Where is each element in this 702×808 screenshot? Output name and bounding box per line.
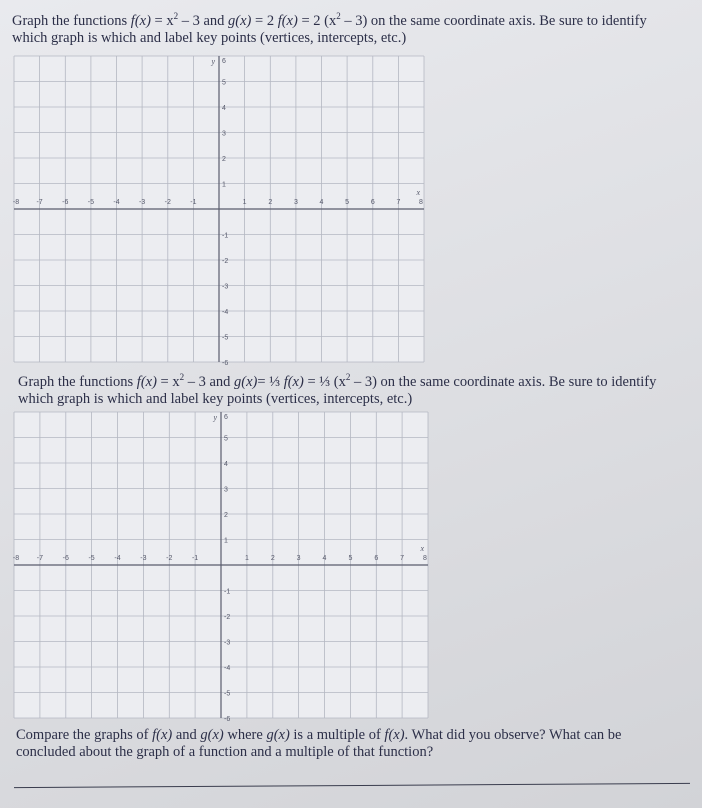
y-tick-label: -4	[222, 309, 229, 316]
q1-text: = 2	[251, 13, 278, 29]
q1-exponent: 2	[173, 11, 179, 22]
y-tick-label: 3	[222, 130, 226, 138]
x-tick-label: -7	[36, 199, 43, 206]
x-tick-label: -1	[190, 199, 197, 206]
question-2-line-1	[18, 374, 656, 391]
q3-text: . What did you observe? What can be	[404, 727, 622, 743]
q3-text: is a multiple of	[289, 727, 385, 743]
q1-text: – 3 and	[178, 13, 229, 29]
x-axis-label: x	[416, 188, 420, 197]
q1-fx: f(x)	[277, 13, 298, 29]
x-tick-label: -8	[12, 555, 20, 562]
x-tick-label: 7	[400, 555, 405, 562]
question-3-line-1	[16, 727, 621, 744]
q1-text: Graph the functions	[12, 13, 131, 29]
q1-gx: g(x)	[228, 13, 252, 29]
x-tick-label: -7	[36, 555, 44, 562]
y-tick-label: 4	[222, 105, 226, 112]
y-tick-label: 6	[224, 414, 228, 421]
q1-text: – 3) on the same coordinate axis. Be sure to identify	[340, 13, 647, 29]
y-tick-label: -6	[224, 716, 231, 723]
x-tick-label: -1	[191, 555, 199, 562]
q2-fx: f(x)	[136, 374, 157, 390]
coordinate-grid-2[interactable]	[12, 412, 428, 723]
coordinate-grid-1[interactable]	[12, 56, 424, 367]
x-axis-label: x	[420, 544, 424, 553]
question-2-line-2: which graph is which and label key points (vertices, intercepts, etc.)	[18, 391, 413, 407]
q2-text: = ⅓	[257, 374, 284, 390]
q3-text: Compare the graphs of	[16, 727, 153, 743]
q2-exponent: 2	[179, 372, 185, 383]
x-tick-label: -2	[166, 555, 173, 562]
q3-gx: g(x)	[200, 727, 224, 743]
y-tick-label: -2	[222, 258, 229, 265]
y-axis-label: y	[211, 57, 215, 66]
q2-gx: g(x)	[234, 374, 258, 390]
x-tick-label: -3	[138, 199, 146, 206]
question-1-line-2: which graph is which and label key points (vertices, intercepts, etc.)	[12, 30, 407, 46]
question-1-prompt	[12, 13, 647, 47]
question-3-prompt	[16, 727, 621, 761]
y-tick-label: 3	[224, 486, 228, 494]
x-tick-label: 5	[345, 199, 350, 206]
x-tick-label: 3	[296, 555, 301, 562]
x-tick-label: -5	[88, 555, 95, 562]
q2-text: Graph the functions	[18, 374, 137, 390]
x-tick-label: -5	[87, 199, 95, 206]
q2-text: = ⅓ (x	[303, 374, 346, 390]
y-tick-label: -4	[224, 665, 231, 672]
y-tick-label: 2	[222, 156, 226, 163]
coordinate-grid-1-svg[interactable]	[12, 56, 424, 367]
x-tick-label: 8	[423, 555, 427, 562]
y-tick-label: -5	[224, 690, 231, 698]
q3-text: where	[223, 727, 267, 743]
y-axis-label: y	[213, 413, 217, 422]
q3-gx: g(x)	[266, 727, 290, 743]
y-tick-label: -5	[222, 334, 229, 342]
q1-text: = x	[150, 13, 174, 29]
x-tick-label: 1	[242, 199, 247, 206]
y-tick-label: 1	[224, 537, 228, 545]
x-tick-label: -8	[12, 199, 20, 206]
coordinate-grid-2-svg[interactable]	[12, 412, 428, 723]
y-tick-label: -6	[222, 360, 229, 367]
y-tick-label: 1	[222, 181, 226, 189]
y-tick-label: 5	[222, 79, 226, 87]
y-tick-label: 2	[224, 512, 228, 519]
q2-fx: f(x)	[283, 374, 304, 390]
x-tick-label: 4	[319, 199, 324, 206]
x-tick-label: 4	[322, 555, 327, 562]
y-tick-label: -1	[222, 232, 229, 240]
x-tick-label: 6	[370, 199, 375, 206]
y-tick-label: -1	[224, 588, 231, 596]
q2-text: – 3 and	[184, 374, 235, 390]
q1-fx: f(x)	[130, 13, 151, 29]
x-tick-label: 2	[268, 199, 273, 206]
x-tick-label: 6	[374, 555, 379, 562]
y-tick-label: -3	[222, 283, 229, 291]
q2-exponent: 2	[345, 372, 351, 383]
x-tick-label: 1	[244, 555, 249, 562]
x-tick-label: 8	[419, 199, 423, 206]
y-tick-label: 4	[224, 461, 228, 468]
q3-text: and	[172, 727, 201, 743]
q1-exponent: 2	[336, 11, 341, 22]
question-1-line-1	[12, 13, 647, 30]
q2-text: = x	[156, 374, 180, 390]
x-tick-label: 2	[270, 555, 275, 562]
x-tick-label: -6	[62, 199, 69, 206]
y-tick-label: -3	[224, 639, 231, 647]
y-tick-label: 6	[222, 58, 226, 65]
x-tick-label: 7	[396, 199, 401, 206]
x-tick-label: -6	[62, 555, 69, 562]
question-3-line-2: concluded about the graph of a function and a multiple of that function?	[16, 744, 434, 760]
q3-fx: f(x)	[384, 727, 405, 743]
q2-text: – 3) on the same coordinate axis. Be sure to identify	[350, 374, 657, 390]
x-tick-label: 5	[348, 555, 353, 562]
answer-line[interactable]	[14, 783, 690, 788]
question-2-prompt	[18, 374, 656, 408]
q3-fx: f(x)	[152, 727, 173, 743]
x-tick-label: 3	[293, 199, 298, 206]
y-tick-label: -2	[224, 614, 231, 621]
x-tick-label: -4	[113, 199, 120, 206]
x-tick-label: -3	[140, 555, 147, 562]
x-tick-label: -2	[164, 199, 171, 206]
x-tick-label: -4	[114, 555, 121, 562]
y-tick-label: 5	[224, 435, 228, 443]
q1-text: = 2 (x	[297, 13, 337, 29]
